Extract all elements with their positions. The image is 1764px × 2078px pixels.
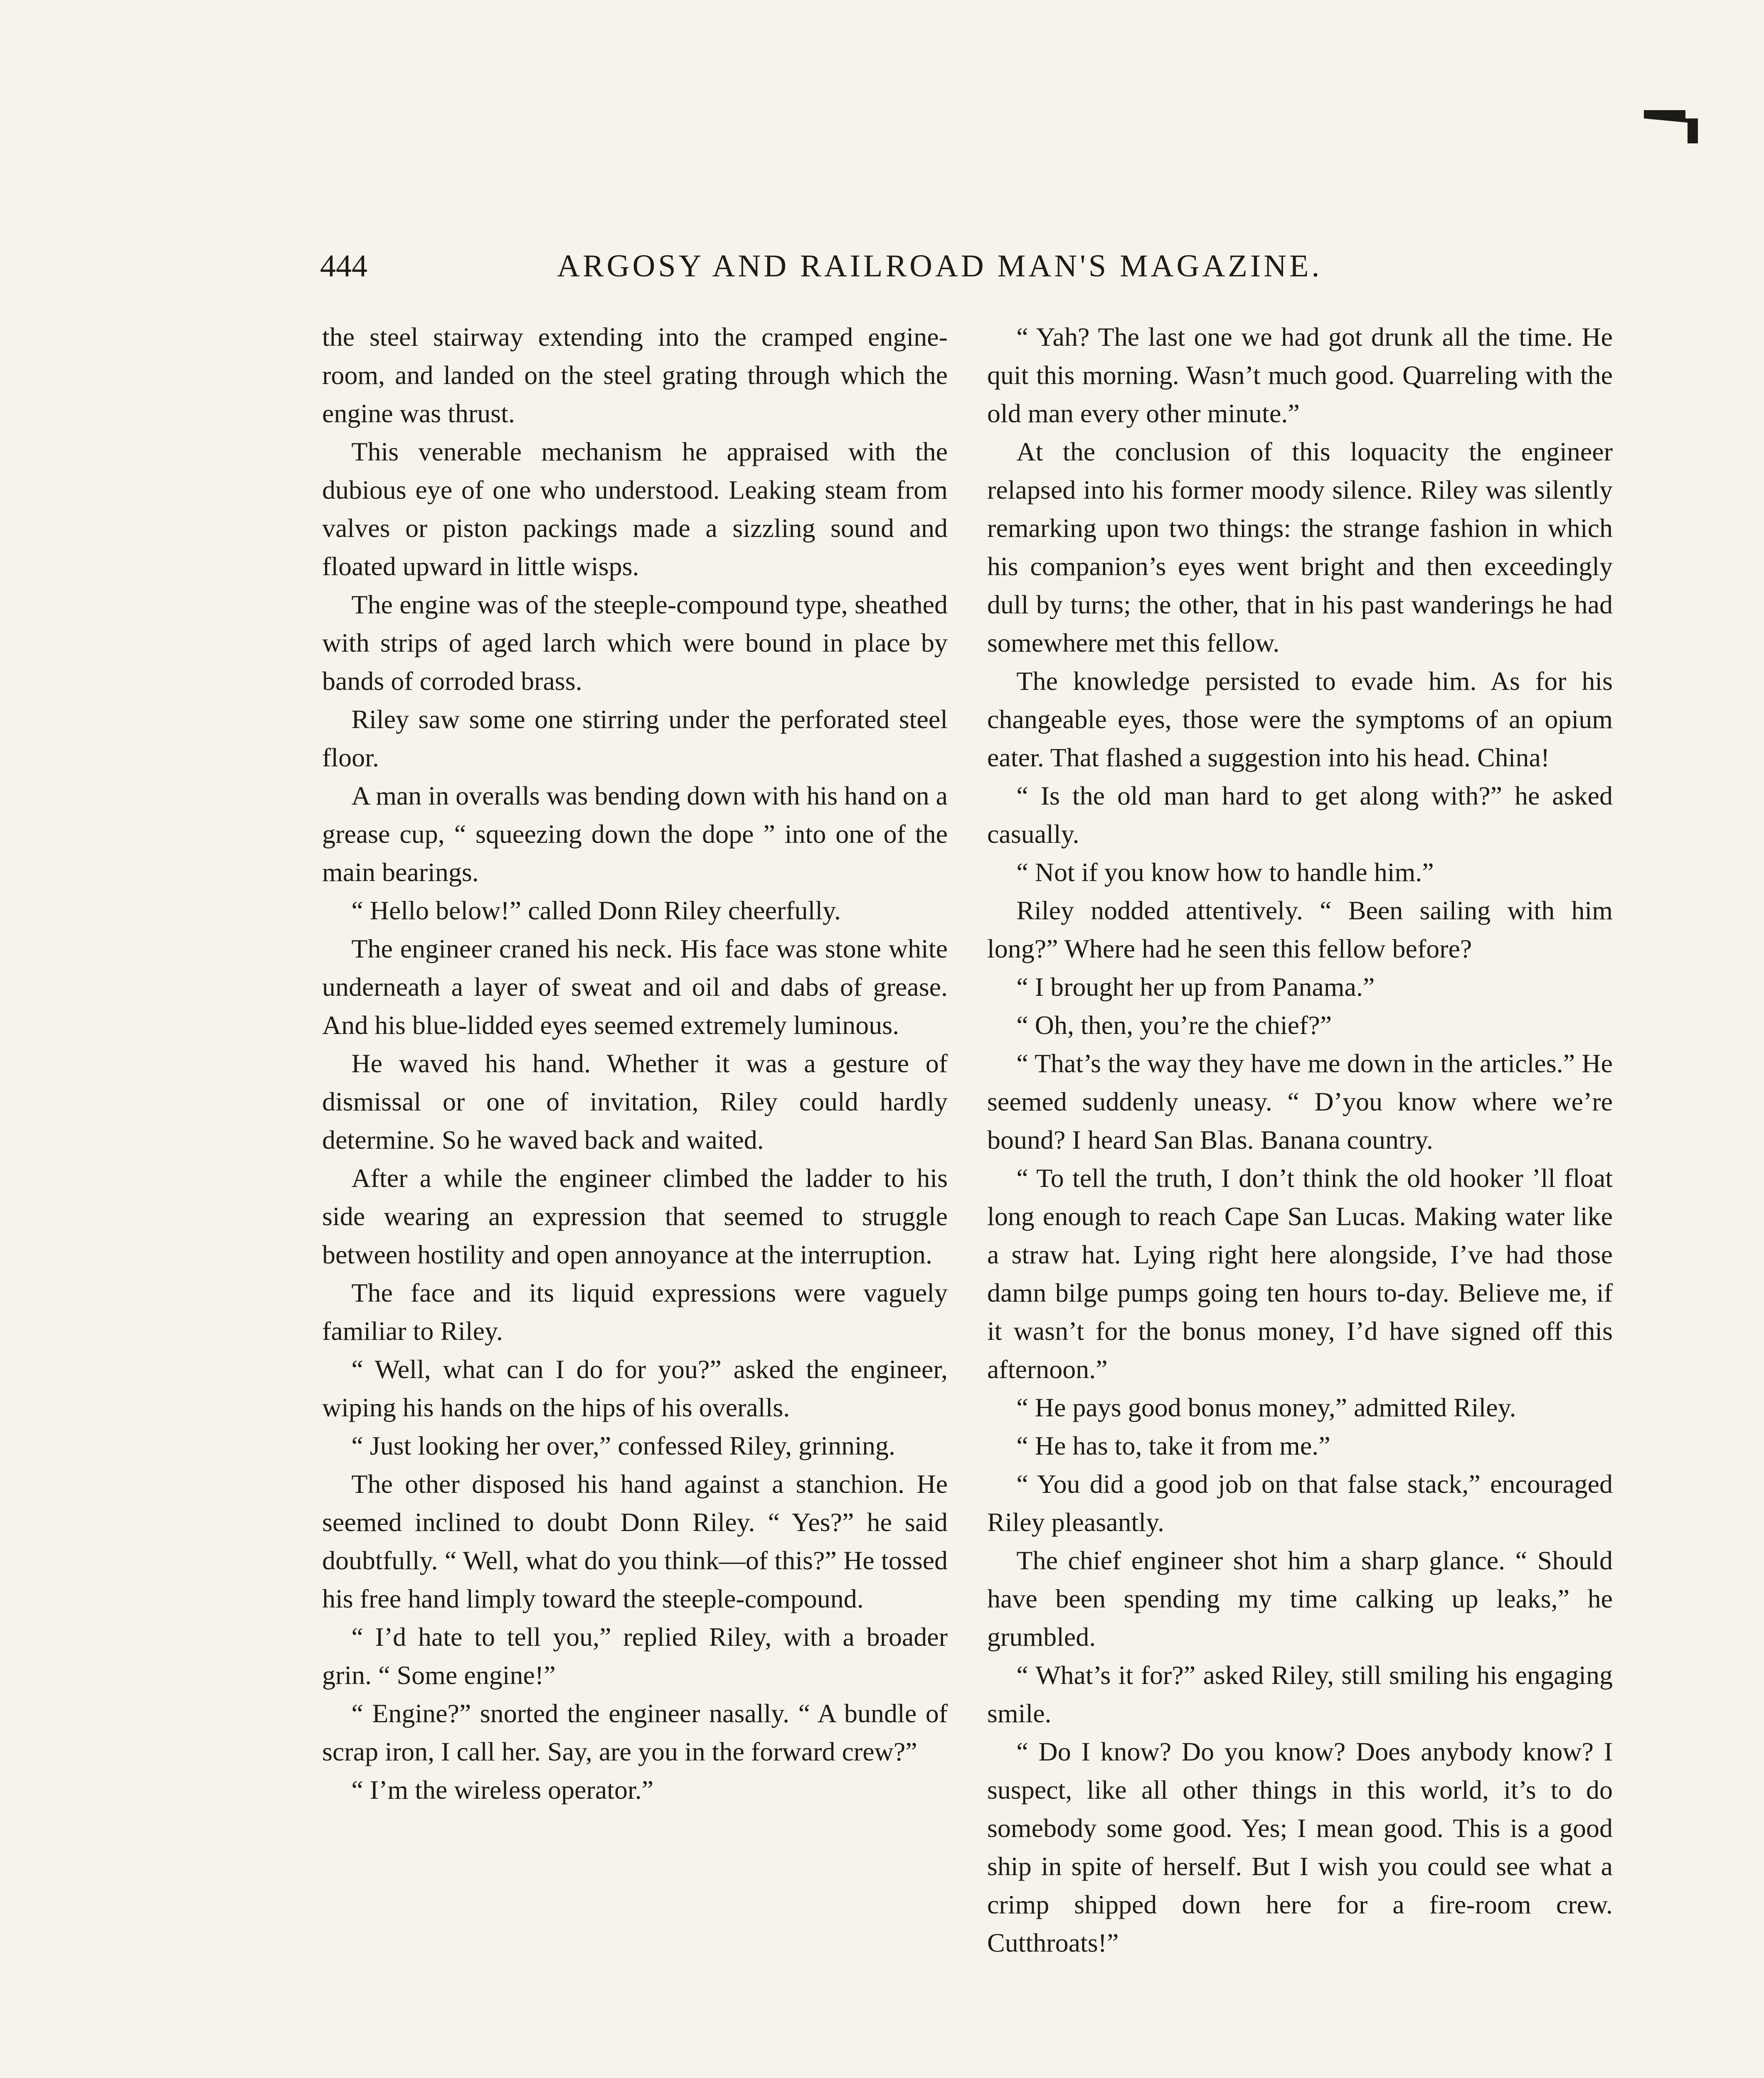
paragraph: This venerable mechanism he appraised with the dubious eye of one who understood. Leaking steam from valves or piston packings made a sizzling sound and floated upward in little wisps.: [322, 437, 948, 581]
paragraph: “ Engine?” snorted the engineer nasally. “ A bundle of scrap iron, I call her. Say, are you in the forward crew?”: [322, 1699, 948, 1766]
paragraph: The engine was of the steeple-compound type, sheathed with strips of aged larch which were bound in place by bands of corroded brass.: [322, 590, 948, 696]
paragraph: The knowledge persisted to evade him. As for his changeable eyes, those were the symptoms of an opium eater. That flashed a suggestion into his head. China!: [987, 666, 1613, 772]
running-title: ARGOSY AND RAILROAD MAN'S MAGAZINE.: [557, 249, 1323, 283]
paragraph: A man in overalls was bending down with his hand on a grease cup, “ squeezing down the dope ” into one of the main bearings.: [322, 781, 948, 887]
page-number: 444: [320, 249, 367, 283]
paragraph: He waved his hand. Whether it was a gesture of dismissal or one of invitation, Riley could hardly determine. So he waved back and waited.: [322, 1049, 948, 1155]
paragraph: “ To tell the truth, I don’t think the old hooker ’ll float long enough to reach Cape San Lucas. Making water like a straw hat. Lying right here alongside, I’ve had those damn bilge pumps going ten hours to-day. Believe me, if it wasn’t for the bonus money, I’d have signed off this afternoon.”: [987, 1163, 1613, 1384]
paragraph: The face and its liquid expressions were vaguely familiar to Riley.: [322, 1278, 948, 1346]
paragraph: “ Do I know? Do you know? Does anybody know? I suspect, like all other things in this world, it’s to do somebody some good. Yes; I mean good. This is a good ship in spite of herself. But I wish you could see what a crimp shipped down here for a fire-room crew. Cutthroats!”: [987, 1737, 1613, 1957]
paragraph: “ Well, what can I do for you?” asked the engineer, wiping his hands on the hips of his overalls.: [322, 1354, 948, 1422]
paragraph: “ I’d hate to tell you,” replied Riley, with a broader grin. “ Some engine!”: [322, 1622, 948, 1690]
paragraph: The engineer craned his neck. His face was stone white underneath a layer of sweat and oil and dabs of grease. And his blue-lidded eyes seemed extremely luminous.: [322, 934, 948, 1040]
paragraph: “ That’s the way they have me down in the articles.” He seemed suddenly uneasy. “ D’you know where we’re bound? I heard San Blas. Banana country.: [987, 1049, 1613, 1155]
paragraph: “ He pays good bonus money,” admitted Riley.: [1016, 1393, 1516, 1422]
paragraph: “ Oh, then, you’re the chief?”: [1016, 1010, 1332, 1040]
paragraph: “ Not if you know how to handle him.”: [1016, 857, 1434, 887]
paragraph: “ You did a good job on that false stack,” encouraged Riley pleasantly.: [987, 1469, 1613, 1537]
left-column: [322, 318, 948, 1809]
paragraph: the steel stairway extending into the cramped engine-room, and landed on the steel grating through which the engine was thrust.: [322, 322, 948, 428]
paragraph: “ Is the old man hard to get along with?” he asked casually.: [987, 781, 1613, 849]
paragraph: “ Yah? The last one we had got drunk all the time. He quit this morning. Wasn’t much good. Quarreling with the old man every other minute.”: [987, 322, 1613, 428]
paragraph: After a while the engineer climbed the ladder to his side wearing an expression that seemed to struggle between hostility and open annoyance at the interruption.: [322, 1163, 948, 1269]
paragraph: “ He has to, take it from me.”: [1016, 1431, 1330, 1460]
paragraph: “ I’m the wireless operator.”: [351, 1775, 654, 1805]
paragraph: “ I brought her up from Panama.”: [1016, 972, 1375, 1002]
paragraph: At the conclusion of this loquacity the engineer relapsed into his former moody silence. Riley was silently remarking upon two things: the strange fashion in which his companion’s eyes went bright and then exceedingly dull by turns; the other, that in his past wanderings he had somewhere met this fellow.: [987, 437, 1613, 657]
paragraph: “ Just looking her over,” confessed Riley, grinning.: [351, 1431, 895, 1460]
paragraph: Riley saw some one stirring under the perforated steel floor.: [322, 704, 948, 772]
right-column: [987, 318, 1613, 1962]
page-corner-mark: [1644, 106, 1698, 143]
paragraph: “ Hello below!” called Donn Riley cheerfully.: [351, 896, 841, 925]
paragraph: The chief engineer shot him a sharp glance. “ Should have been spending my time calking up leaks,” he grumbled.: [987, 1546, 1613, 1652]
paragraph: Riley nodded attentively. “ Been sailing with him long?” Where had he seen this fellow before?: [987, 896, 1613, 963]
paragraph: “ What’s it for?” asked Riley, still smiling his engaging smile.: [987, 1660, 1613, 1728]
page-header: [320, 245, 1394, 287]
paragraph: The other disposed his hand against a stanchion. He seemed inclined to doubt Donn Riley. “ Yes?” he said doubtfully. “ Well, what do you think—of this?” He tossed his free hand limply toward the steeple-compound.: [322, 1469, 948, 1613]
